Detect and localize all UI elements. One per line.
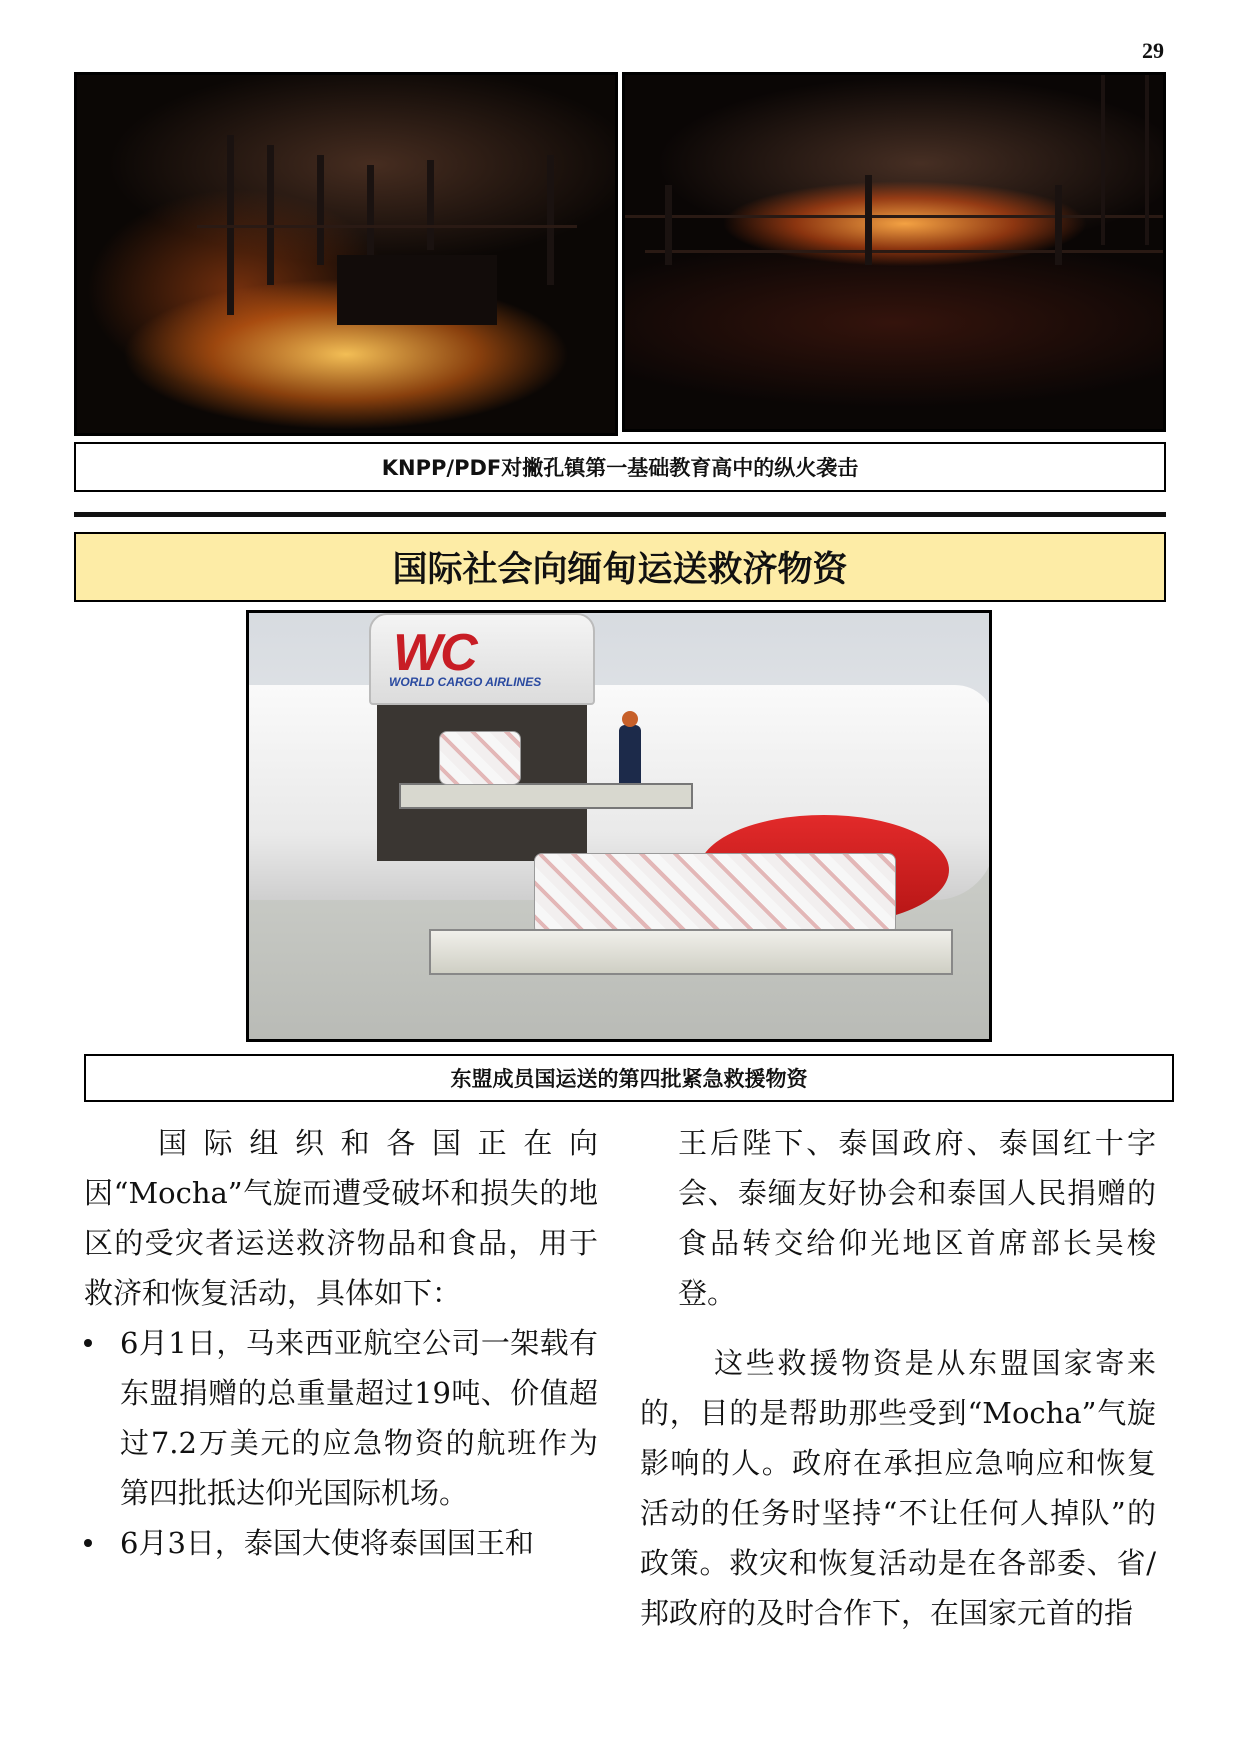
arson-photo-left <box>74 72 618 436</box>
bullet-icon <box>84 1339 92 1347</box>
continued-paragraph: 王后陛下、泰国政府、泰国红十字会、泰缅友好协会和泰国人民捐赠的食品转交给仰光地区首席部长吴梭登。 <box>678 1126 1156 1310</box>
arson-photo-right <box>622 72 1166 432</box>
list-item <box>84 1518 598 1568</box>
ground-worker <box>619 725 641 785</box>
list-item-text: 6月3日，泰国大使将泰国国王和 <box>120 1526 534 1560</box>
airline-logo: WC <box>393 624 476 682</box>
intro-paragraph: 国际组织和各国正在向因“Mocha”气旋而遭受破坏和损失的地区的受灾者运送救济物品和食品，用于救济和恢复活动，具体如下： <box>84 1126 598 1310</box>
cargo-lift <box>399 783 693 809</box>
section-divider <box>74 512 1166 517</box>
left-column <box>84 1118 598 1568</box>
page-number: 29 <box>1142 38 1164 63</box>
cargo-pallet-small <box>439 731 521 785</box>
cargo-door <box>369 613 595 705</box>
cargo-plane-photo <box>246 610 992 1042</box>
right-column <box>640 1118 1156 1638</box>
cargo-pallet-large <box>534 853 896 935</box>
list-item <box>84 1318 598 1518</box>
top-photo-caption: KNPP/PDF对撇孔镇第一基础教育高中的纵火袭击 <box>74 442 1166 492</box>
second-paragraph: 这些救援物资是从东盟国家寄来的，目的是帮助那些受到“Mocha”气旋影响的人。政府在承担应急响应和恢复活动的任务时坚持“不让任何人掉队”的政策。救灾和恢复活动是在各部委、省/邦政府的及时合作下，在国家元首的指 <box>640 1346 1156 1630</box>
airline-logo-subtitle: WORLD CARGO AIRLINES <box>389 675 542 689</box>
plane-photo-caption: 东盟成员国运送的第四批紧急救援物资 <box>84 1054 1174 1102</box>
section-headline: 国际社会向缅甸运送救济物资 <box>74 532 1166 602</box>
list-item-text: 6月1日，马来西亚航空公司一架载有东盟捐赠的总重量超过19吨、价值超过7.2万美元的应急物资的航班作为第四批抵达仰光国际机场。 <box>120 1326 598 1510</box>
cargo-dolly <box>429 929 953 975</box>
bullet-icon <box>84 1539 92 1547</box>
